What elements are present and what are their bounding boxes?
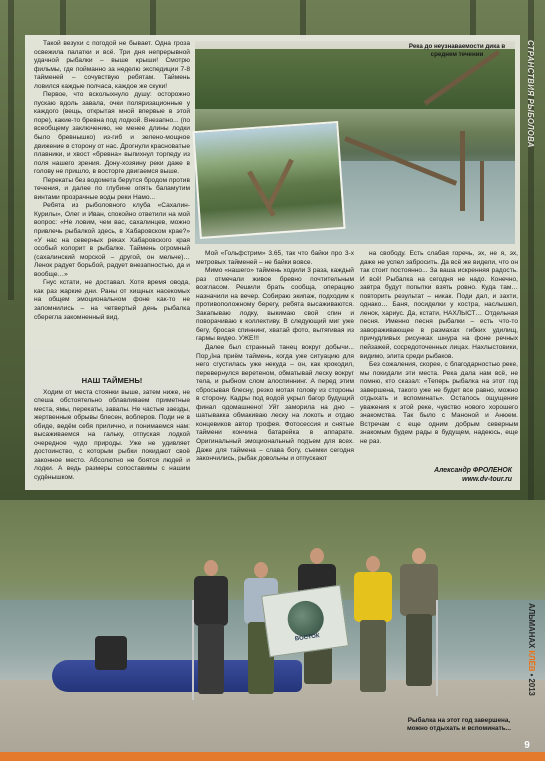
- paragraph: Мимо «нашего» таймень ходили 3 раза, каждый раз отмечали живое бревно почтительным возгласом. Решили брать сообща, операцию назначили на вечер. Собираю экипаж, подходим к противоположному берегу, ребята высаживаются. Закапываю лодку, выкимаю свой спин и поворачиваю к коллективу. В следующий миг уже бегу, бросая спиннинг, хватай фото, вытягивая из гармы видео. УЖЕ!!!: [196, 267, 354, 343]
- article-column-2: [196, 250, 354, 490]
- paragraph: Перекаты без водомета берутся бродом против течения, и далее по глубине опять баламутим винтами прозрачные воды реки Намо...: [34, 176, 190, 201]
- paragraph: Далее был странный танец вокруг добычи... Порازна приём таймень, когда уже ситуацию для него сгустилась уже некуда – он, как крокодил, перевернулся веретеном, обматывай леску вокруг тела, и рыбном слом алоспиннинг. А перед этим сбросывая блесну, резко мотая голову из стороны в сторону. Кадры под водой укрыл багор будущий финал одомашнено! Уйт заморила на дно – шатывакка обмакиваю леску на локоть и отдаю концевиков автор трофея. Фотосессия и снятые таймени кончина батарейка в аппарате. Оригинальный эмоциональный подъем для всех. Даже для таймена – слава богу, съемки сегодня закончились, рыбак довольны и отпускают: [196, 344, 354, 463]
- flag-text: ВОСТОК: [294, 633, 321, 643]
- paragraph: на свободу. Есть слабая горечь, эх, не я, эх, даже не успел забросить. Да всё же видели, что он так стоит постоянно... За вашa искренняя радость. И всё! Рыбалка на сегодня не надо. Конечно, завтра будут попытки взять ровно. Куда там… повторить результат – никак. Поди дал, и захти, однако… Баня, посиделки у костра, наслышел, ленок, хариус. Да, кстати, НАХЛЫСТ… Отдельная песня. Именно песня рыбалки – есть что-то завораживающее в размахах гибких удилищ, причудливых рисунках шнура на фоне речных пейзажей, сосредоточенных лицах. Нахлыстовики, видимо, элита среди рыбаков.: [360, 250, 518, 360]
- section-ribbon: СТРАНСТВИЯ РЫБОЛОВА: [526, 40, 535, 148]
- author-signature: [360, 466, 512, 484]
- page-number: 9: [524, 740, 530, 751]
- outboard-motor: [95, 636, 127, 670]
- paragraph: Ходим от места стоянки выше, затем ниже, не спеша обстоятельно облавливаем приметные места, ямы, перекаты, завалы. Не частые заезды, жертвенные обрывы блесен, воблеров. Поди не в обиде, ведём себя прилично, и понимаемся нам: высаживаемся на гальку, отпуская лодкой очередное чудо природы. Уже не удивляет достоинство, с которым рыбки покидают своё законное место. Абсолютно не боятся людей и лодки. А ведь размеры сопоставимы с нашим судёнышком.: [34, 388, 190, 482]
- paragraph: Ребята из рыболовного клуба «Сахалин-Курилы», Олег и Иван, спокойно ответили на мой вопрос: «Не ловим, чем вас, сахалинцев, можно привлечь рыбалкой здесь, в Хабаровском крае?» «У нас на северных реках Хабаровского края особый колорит в рыбалке. Таймень огромный (сахалинский морской – другой, он мельче)… Ленок радует борьбой, радует внезапностью, да и вообще…»: [34, 202, 190, 278]
- author-name: Александр ФРОЛЕНОК: [434, 467, 512, 474]
- article-column-1-lower: [34, 374, 190, 482]
- footer-bar: [0, 752, 545, 761]
- paragraph: Без сожаления, скорее, с благодарностью реке, мы покидали эти места. Река дала нам всё, не помню, кто сказал: «Теперь рыбалка на этот год завершена, такого уже не будет все равно, можно отдыхать и вспоминать». Осталось ощущение уважения к этой реке, чувство нового хорошего знакомства. Так было с Маноной и Анюем. Встречам с еще одним добрым северным знакомым будем рады в будущем, надеюсь, еще не раз.: [360, 361, 518, 446]
- article-column-3: [360, 250, 518, 446]
- magazine-ribbon: АЛЬМАНАХ КЛЁВ • 2013: [527, 603, 536, 696]
- section-heading: НАШ ТАЙМЕНЬ!: [81, 376, 143, 385]
- trekking-pole: [436, 600, 438, 696]
- magazine-brand: КЛЁВ: [527, 650, 536, 672]
- club-flag: [261, 585, 349, 658]
- paragraph: Мой «Гольфстрим» 3.65, так что байки про 3-х метровых тайменей – не байки вовсе.: [196, 250, 354, 266]
- article-column-1: [34, 40, 190, 365]
- river-photo-caption: Река до неузнаваемости дика в среднем течении: [408, 43, 506, 58]
- inset-photo: [192, 121, 345, 239]
- paragraph: Гнус кстати, не доставал. Хотя время овода, как раз жаркие дни. Раны от хищных насекомых на общем эмоциональном фоне как-то не запомнились – на четвертый день рыбалка сберегла закомненный вид.: [34, 279, 190, 321]
- author-website: www.dv-tour.ru: [462, 476, 512, 483]
- group-photo-caption: Рыбалка на этот год завершена, можно отдыхать и вспоминать...: [407, 717, 511, 732]
- trekking-pole: [192, 600, 194, 700]
- paragraph: Такой везухи с погодой не бывает. Одна гроза освежила палатки и всё. Три дня непрерывной удачной рыбалки – выше крыши! Смотрю фильмы, где пойманно за неделю экспедиции 7-8 тайменей – сочувствую ребятам. Таймень ловился каждые полчаса, каждое же скуки!: [34, 40, 190, 90]
- paragraph: Первое, что всколыхнуло душу: осторожно пускаю вдоль завала, очки поляризационные у каждого (вещь, открытая мной впервые в этой поре), какие-то бревна под лодкой. Внезапно... (по всеобщему заключению, не менее длины лодки было бревнышко) из-гиб и зелено-мощное движение в сторону от нас. Дрогнули красноватые плавники, и хвост «бревна» выпихнул торпеду из поля нашего зрения. Дону-хозяину реки даже в голову не пришло, в восторге двигаемся выше.: [34, 91, 190, 176]
